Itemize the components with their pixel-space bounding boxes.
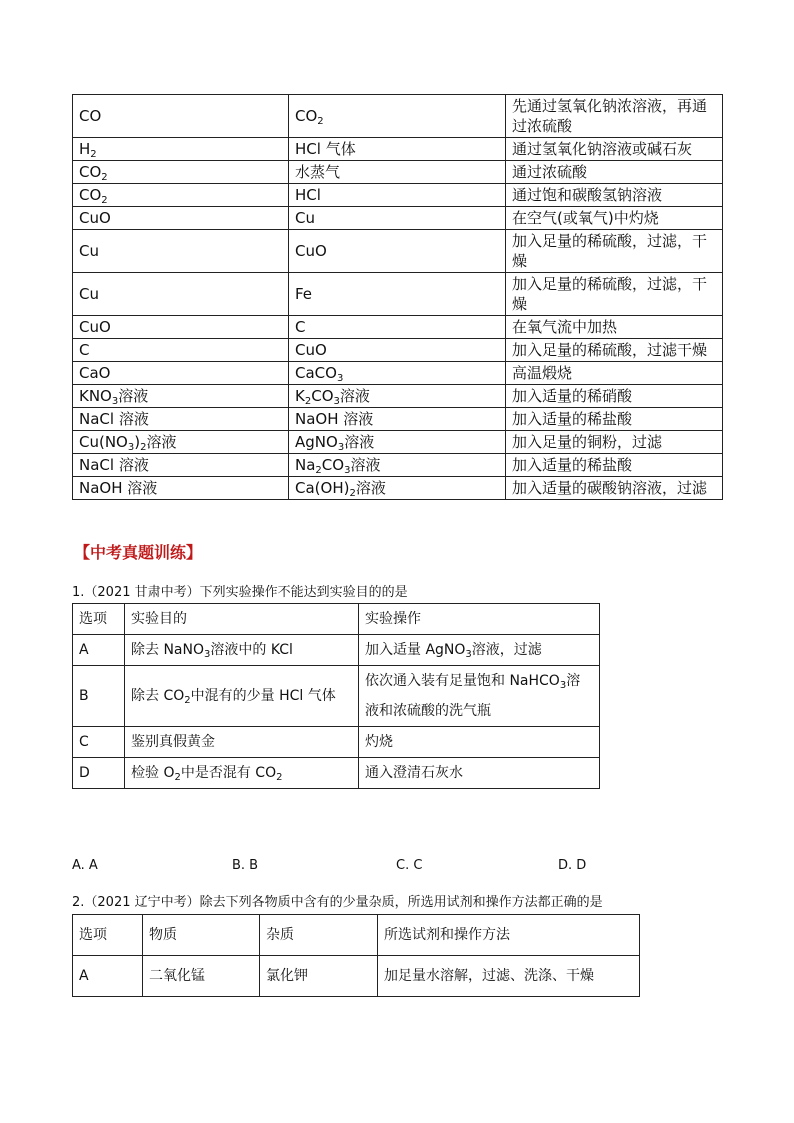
substance-cell: $CO_2$ — [73, 184, 289, 207]
goal-cell: 除去 NaNO$_3$溶液中的 KCl — [125, 635, 359, 666]
impurity-cell: 水蒸气 — [289, 161, 506, 184]
answer-option-b[interactable]: B. B — [232, 858, 259, 873]
goal-cell: 检验 $O_2$中是否混有 $CO_2$ — [125, 758, 359, 789]
method-cell: 加入适量的碳酸钠溶液，过滤 — [506, 477, 723, 500]
substance-cell: $CO_2$ — [73, 161, 289, 184]
impurity-cell: $CO_2$ — [289, 95, 506, 138]
table-row — [73, 184, 723, 207]
header-cell: 实验操作 — [359, 604, 600, 635]
table-row — [73, 454, 723, 477]
method-cell: 加入足量的稀硫酸，过滤干燥 — [506, 339, 723, 362]
table-row — [73, 727, 600, 758]
impurity-cell: Cu — [289, 207, 506, 230]
table-row — [73, 635, 600, 666]
option-cell: A — [73, 635, 125, 666]
substance-cell: $H_2$ — [73, 138, 289, 161]
operation-cell: 灼烧 — [359, 727, 600, 758]
method-cell: 加入适量的稀盐酸 — [506, 454, 723, 477]
header-cell: 实验目的 — [125, 604, 359, 635]
answer-option-a[interactable]: A. A — [72, 858, 98, 873]
substance-cell: 二氧化锰 — [143, 956, 260, 997]
table-row — [73, 339, 723, 362]
method-cell: 在空气(或氧气)中灼烧 — [506, 207, 723, 230]
impurity-cell: CuO — [289, 230, 506, 273]
table-row — [73, 758, 600, 789]
question-2-table — [72, 914, 640, 997]
table-row — [73, 408, 723, 431]
impurity-cell: C — [289, 316, 506, 339]
table-row — [73, 138, 723, 161]
method-cell: 在氧气流中加热 — [506, 316, 723, 339]
answer-option-c[interactable]: C. C — [396, 858, 423, 873]
table-row — [73, 273, 723, 316]
table-row — [73, 316, 723, 339]
table-row — [73, 385, 723, 408]
operation-cell: 加入适量 AgNO$_3$溶液，过滤 — [359, 635, 600, 666]
method-cell: 通过饱和碳酸氢钠溶液 — [506, 184, 723, 207]
option-cell: B — [73, 666, 125, 727]
table-row — [73, 207, 723, 230]
method-cell: 加入适量的稀盐酸 — [506, 408, 723, 431]
table-row — [73, 956, 640, 997]
question-2-title: 2.（2021 辽宁中考）除去下列各物质中含有的少量杂质，所选用试剂和操作方法都正确的是 — [72, 895, 603, 910]
question-1-table — [72, 603, 600, 789]
substance-cell: CuO — [73, 207, 289, 230]
impurity-cell: CuO — [289, 339, 506, 362]
header-cell: 杂质 — [260, 915, 378, 956]
impurity-cell: HCl 气体 — [289, 138, 506, 161]
substance-cell: CuO — [73, 316, 289, 339]
substance-cell: CO — [73, 95, 289, 138]
impurity-cell: HCl — [289, 184, 506, 207]
impurity-cell: CaCO$_3$ — [289, 362, 506, 385]
table-row — [73, 95, 723, 138]
impurity-cell: AgNO$_3$溶液 — [289, 431, 506, 454]
impurity-cell: 氯化钾 — [260, 956, 378, 997]
method-cell: 加入适量的稀硝酸 — [506, 385, 723, 408]
method-cell: 高温煅烧 — [506, 362, 723, 385]
substance-cell: NaCl 溶液 — [73, 454, 289, 477]
table-row — [73, 230, 723, 273]
impurity-cell: $Ca(OH)_2$溶液 — [289, 477, 506, 500]
header-cell: 物质 — [143, 915, 260, 956]
option-cell: D — [73, 758, 125, 789]
method-cell: 加入足量的稀硫酸，过滤，干燥 — [506, 273, 723, 316]
answer-option-d[interactable]: D. D — [558, 858, 587, 873]
header-cell: 选项 — [73, 604, 125, 635]
goal-cell: 除去 $CO_2$中混有的少量 HCl 气体 — [125, 666, 359, 727]
method-cell: 加入足量的铜粉，过滤 — [506, 431, 723, 454]
impurity-removal-table — [72, 94, 723, 500]
method-cell: 加足量水溶解，过滤、洗涤、干燥 — [378, 956, 640, 997]
substance-cell: $KNO_3$溶液 — [73, 385, 289, 408]
table-row — [73, 666, 600, 727]
option-cell: A — [73, 956, 143, 997]
impurity-cell: $Na_2CO_3$溶液 — [289, 454, 506, 477]
method-cell: 先通过氢氧化钠浓溶液，再通过浓硫酸 — [506, 95, 723, 138]
substance-cell: CaO — [73, 362, 289, 385]
substance-cell: $Cu(NO_3)_2$溶液 — [73, 431, 289, 454]
table-row — [73, 362, 723, 385]
header-cell: 选项 — [73, 915, 143, 956]
operation-cell: 依次通入装有足量饱和 NaHCO$_3$溶液和浓硫酸的洗气瓶 — [359, 666, 600, 727]
method-cell: 通过浓硫酸 — [506, 161, 723, 184]
impurity-cell: NaOH 溶液 — [289, 408, 506, 431]
table-header-row — [73, 915, 640, 956]
section-title: 【中考真题训练】 — [74, 543, 203, 562]
question-1-title: 1.（2021 甘肃中考）下列实验操作不能达到实验目的的是 — [72, 585, 408, 600]
goal-cell: 鉴别真假黄金 — [125, 727, 359, 758]
substance-cell: Cu — [73, 230, 289, 273]
table-row — [73, 161, 723, 184]
option-cell: C — [73, 727, 125, 758]
substance-cell: NaOH 溶液 — [73, 477, 289, 500]
impurity-cell: Fe — [289, 273, 506, 316]
method-cell: 加入足量的稀硫酸，过滤，干燥 — [506, 230, 723, 273]
table-row — [73, 477, 723, 500]
substance-cell: C — [73, 339, 289, 362]
table-row — [73, 431, 723, 454]
substance-cell: NaCl 溶液 — [73, 408, 289, 431]
impurity-cell: $K_2CO_3$溶液 — [289, 385, 506, 408]
substance-cell: Cu — [73, 273, 289, 316]
method-cell: 通过氢氧化钠溶液或碱石灰 — [506, 138, 723, 161]
operation-cell: 通入澄清石灰水 — [359, 758, 600, 789]
header-cell: 所选试剂和操作方法 — [378, 915, 640, 956]
table-header-row — [73, 604, 600, 635]
